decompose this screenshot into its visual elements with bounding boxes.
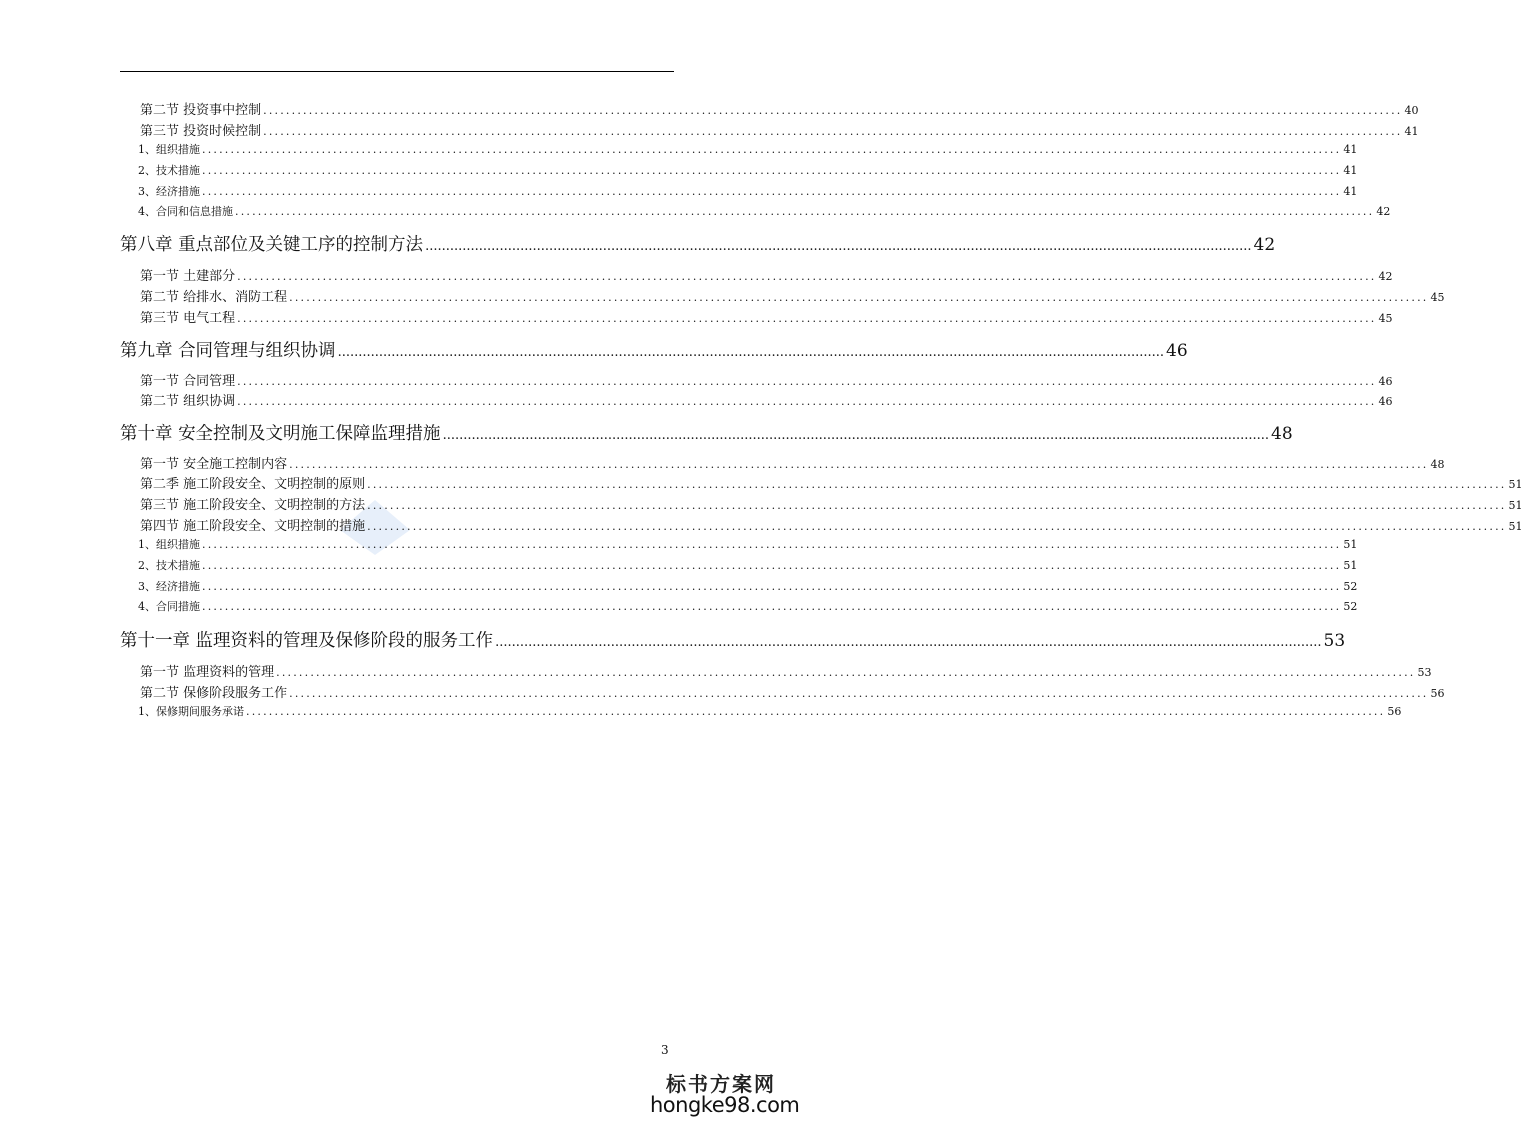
- toc-leader-dots: ........................................................................................................................................................................................................: [289, 687, 1429, 700]
- toc-leader-dots: ........................................................................................................................................................................................................: [276, 666, 1416, 679]
- toc-leader-dots: ........................................................................................................................................................................................................: [202, 538, 1342, 551]
- toc-leader-dots: ........................................................................................................................................................................................................: [237, 375, 1377, 388]
- toc-entry[interactable]: [138, 183, 1358, 199]
- toc-entry-title: 第四节 施工阶段安全、文明控制的措施: [140, 519, 366, 534]
- toc-leader-dots: ........................................................................................................................................................................................................: [367, 520, 1507, 533]
- toc-entry[interactable]: [140, 473, 1522, 492]
- toc-entry-page: 45: [1378, 312, 1393, 325]
- page-number: 3: [661, 1043, 669, 1057]
- toc-entry-title: 第一节 监理资料的管理: [140, 665, 275, 680]
- toc-entry[interactable]: [138, 141, 1358, 157]
- toc-leader-dots: ........................................................................................................................................................................................................: [202, 164, 1342, 177]
- toc-entry[interactable]: [140, 390, 1393, 409]
- toc-entry-title: 第十一章 监理资料的管理及保修阶段的服务工作: [120, 631, 494, 651]
- brand-logo-text: 标书方案网: [666, 1072, 776, 1096]
- toc-entry-page: 51: [1508, 520, 1522, 533]
- toc-entry-title: 第一节 合同管理: [140, 374, 236, 389]
- toc-entry[interactable]: [120, 337, 1188, 361]
- toc-leader-dots: ........................................................................................................................................................................................................: [425, 239, 1252, 254]
- toc-entry-title: 第二节 给排水、消防工程: [140, 290, 288, 305]
- toc-leader-dots: ........................................................................................................................................................................................................: [237, 395, 1377, 408]
- toc-entry[interactable]: [138, 703, 1402, 719]
- toc-entry-title: 第二节 组织协调: [140, 394, 236, 409]
- toc-entry[interactable]: [138, 557, 1358, 573]
- toc-entry-title: 1、组织措施: [138, 538, 200, 551]
- toc-leader-dots: ........................................................................................................................................................................................................: [235, 205, 1375, 218]
- toc-entry-page: 56: [1387, 705, 1402, 718]
- toc-leader-dots: ........................................................................................................................................................................................................: [202, 559, 1342, 572]
- toc-entry[interactable]: [140, 307, 1393, 326]
- toc-entry-page: 53: [1323, 631, 1346, 651]
- toc-entry[interactable]: [140, 286, 1445, 305]
- toc-entry-title: 4、合同和信息措施: [138, 205, 233, 218]
- toc-leader-dots: ........................................................................................................................................................................................................: [202, 600, 1342, 613]
- toc-entry-title: 3、经济措施: [138, 185, 200, 198]
- toc-entry-page: 41: [1343, 143, 1358, 156]
- toc-leader-dots: ........................................................................................................................................................................................................: [367, 499, 1507, 512]
- toc-entry-page: 52: [1343, 600, 1358, 613]
- toc-entry[interactable]: [140, 453, 1445, 472]
- toc-leader-dots: ........................................................................................................................................................................................................: [442, 428, 1270, 443]
- toc-entry-page: 51: [1343, 559, 1358, 572]
- toc-entry-page: 52: [1343, 580, 1358, 593]
- toc-leader-dots: ........................................................................................................................................................................................................: [202, 185, 1342, 198]
- toc-entry[interactable]: [120, 420, 1293, 444]
- toc-entry-title: 第三节 投资时候控制: [140, 124, 262, 139]
- toc-entry-page: 51: [1508, 478, 1522, 491]
- toc-entry-page: 53: [1417, 666, 1432, 679]
- toc-leader-dots: ........................................................................................................................................................................................................: [289, 291, 1429, 304]
- toc-entry-page: 41: [1404, 125, 1419, 138]
- toc-entry-title: 第三节 施工阶段安全、文明控制的方法: [140, 498, 366, 513]
- toc-entry-title: 第二节 投资事中控制: [140, 103, 262, 118]
- toc-entry[interactable]: [138, 578, 1358, 594]
- toc-leader-dots: ........................................................................................................................................................................................................: [237, 312, 1377, 325]
- toc-entry-title: 第九章 合同管理与组织协调: [120, 341, 336, 361]
- toc-entry[interactable]: [140, 494, 1522, 513]
- toc-entry-page: 51: [1508, 499, 1522, 512]
- toc-entry[interactable]: [140, 370, 1393, 389]
- toc-entry-title: 第八章 重点部位及关键工序的控制方法: [120, 235, 424, 255]
- toc-entry[interactable]: [140, 661, 1432, 680]
- toc-entry-page: 51: [1343, 538, 1358, 551]
- toc-entry-page: 46: [1378, 375, 1393, 388]
- toc-entry-title: 第三节 电气工程: [140, 311, 236, 326]
- toc-entry-title: 4、合同措施: [138, 600, 200, 613]
- toc-entry[interactable]: [138, 598, 1358, 614]
- toc-entry[interactable]: [138, 203, 1391, 219]
- toc-leader-dots: ........................................................................................................................................................................................................: [246, 705, 1386, 718]
- toc-entry-title: 2、技术措施: [138, 164, 200, 177]
- toc-entry-page: 48: [1430, 458, 1445, 471]
- toc-entry-title: 第十章 安全控制及文明施工保障监理措施: [120, 424, 441, 444]
- toc-entry[interactable]: [138, 536, 1358, 552]
- toc-entry[interactable]: [140, 120, 1419, 139]
- toc-entry-page: 41: [1343, 164, 1358, 177]
- toc-entry-page: 45: [1430, 291, 1445, 304]
- toc-entry-page: 56: [1430, 687, 1445, 700]
- toc-leader-dots: ........................................................................................................................................................................................................: [263, 125, 1403, 138]
- toc-entry[interactable]: [140, 99, 1419, 118]
- toc-entry[interactable]: [140, 682, 1445, 701]
- toc-leader-dots: ........................................................................................................................................................................................................: [202, 143, 1342, 156]
- toc-entry-page: 42: [1376, 205, 1391, 218]
- toc-entry-title: 2、技术措施: [138, 559, 200, 572]
- toc-entry-page: 46: [1166, 341, 1188, 361]
- toc-entry[interactable]: [120, 627, 1346, 651]
- toc-leader-dots: ........................................................................................................................................................................................................: [337, 345, 1165, 360]
- toc-entry-title: 第一节 土建部分: [140, 269, 236, 284]
- toc-leader-dots: ........................................................................................................................................................................................................: [289, 458, 1429, 471]
- toc-leader-dots: ........................................................................................................................................................................................................: [263, 104, 1403, 117]
- toc-leader-dots: ........................................................................................................................................................................................................: [495, 635, 1322, 650]
- toc-leader-dots: ........................................................................................................................................................................................................: [237, 270, 1377, 283]
- toc-entry[interactable]: [140, 265, 1393, 284]
- toc-entry-page: 42: [1253, 235, 1276, 255]
- toc-entry-page: 41: [1343, 185, 1358, 198]
- toc-entry-page: 48: [1271, 424, 1293, 444]
- toc-leader-dots: ........................................................................................................................................................................................................: [367, 478, 1507, 491]
- toc-entry-page: 40: [1404, 104, 1419, 117]
- toc-entry[interactable]: [140, 515, 1522, 534]
- toc-entry-title: 第二季 施工阶段安全、文明控制的原则: [140, 477, 366, 492]
- toc-entry-page: 46: [1378, 395, 1393, 408]
- toc-entry[interactable]: [138, 162, 1358, 178]
- toc-entry-title: 1、保修期间服务承诺: [138, 705, 244, 718]
- toc-entry-title: 第二节 保修阶段服务工作: [140, 686, 288, 701]
- brand-url: hongke98.com: [650, 1093, 800, 1117]
- toc-entry-title: 第一节 安全施工控制内容: [140, 457, 288, 472]
- toc-entry-title: 3、经济措施: [138, 580, 200, 593]
- toc-entry[interactable]: [120, 231, 1276, 255]
- toc-leader-dots: ........................................................................................................................................................................................................: [202, 580, 1342, 593]
- toc-entry-title: 1、组织措施: [138, 143, 200, 156]
- toc-entry-page: 42: [1378, 270, 1393, 283]
